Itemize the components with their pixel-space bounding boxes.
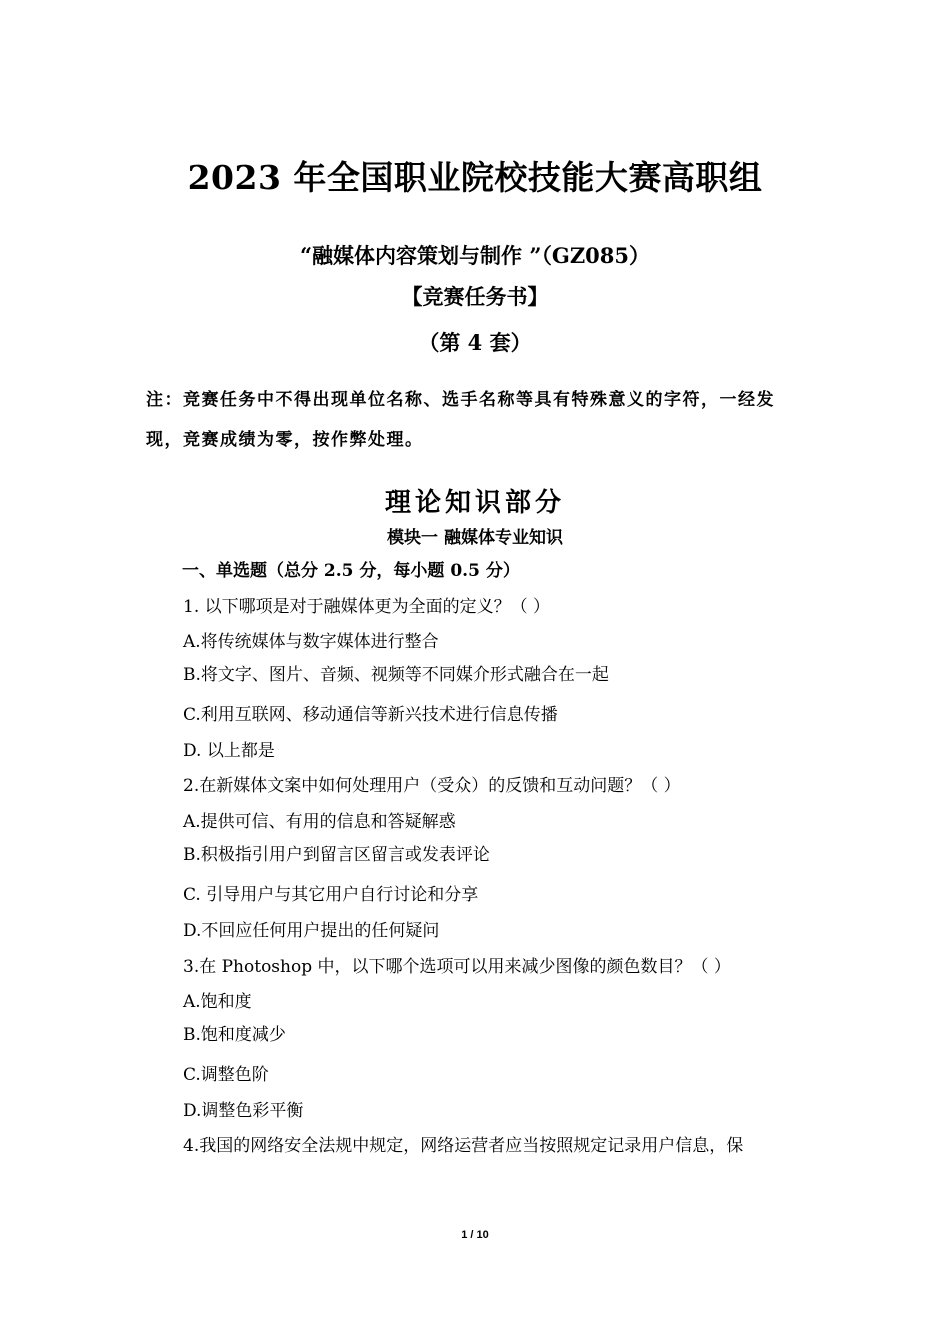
option-c: C.调整色阶 bbox=[183, 1065, 269, 1085]
question-stem: 3.在 Photoshop 中，以下哪个选项可以用来减少图像的颜色数目？（ ） bbox=[183, 957, 731, 977]
option-b: B.饱和度减少 bbox=[183, 1025, 286, 1045]
note-line-2: 现，竞赛成绩为零，按作弊处理。 bbox=[146, 430, 424, 450]
option-a: A.饱和度 bbox=[183, 992, 252, 1012]
task-book-heading: 【竞赛任务书】 bbox=[401, 284, 549, 309]
note-line-1: 注：竞赛任务中不得出现单位名称、选手名称等具有特殊意义的字符，一经发 bbox=[146, 390, 775, 410]
document-title: 2023 年全国职业院校技能大赛高职组 bbox=[187, 158, 763, 197]
question-stem: 2.在新媒体文案中如何处理用户（受众）的反馈和互动问题？（ ） bbox=[183, 776, 681, 796]
question-type-heading: 一、单选题（总分 2.5 分，每小题 0.5 分） bbox=[182, 561, 520, 581]
option-c: C.利用互联网、移动通信等新兴技术进行信息传播 bbox=[183, 705, 558, 725]
set-number: （第 4 套） bbox=[418, 330, 532, 355]
competition-subtitle: “融媒体内容策划与制作 ”（GZ085） bbox=[299, 243, 651, 268]
option-b: B.将文字、图片、音频、视频等不同媒介形式融合在一起 bbox=[183, 665, 609, 685]
module-heading: 模块一 融媒体专业知识 bbox=[387, 528, 563, 548]
option-d: D.不回应任何用户提出的任何疑问 bbox=[183, 921, 440, 941]
page-number: 1 / 10 bbox=[461, 1229, 489, 1241]
question-stem: 4.我国的网络安全法规中规定，网络运营者应当按照规定记录用户信息，保 bbox=[183, 1136, 744, 1156]
question-stem: 1. 以下哪项是对于融媒体更为全面的定义？（ ） bbox=[183, 597, 551, 617]
option-d: D. 以上都是 bbox=[183, 741, 275, 761]
option-a: A.提供可信、有用的信息和答疑解惑 bbox=[183, 812, 456, 832]
option-c: C. 引导用户与其它用户自行讨论和分享 bbox=[183, 885, 479, 905]
option-d: D.调整色彩平衡 bbox=[183, 1101, 304, 1121]
option-a: A.将传统媒体与数字媒体进行整合 bbox=[183, 632, 439, 652]
option-b: B.积极指引用户到留言区留言或发表评论 bbox=[183, 845, 490, 865]
section-title: 理论知识部分 bbox=[384, 488, 565, 518]
